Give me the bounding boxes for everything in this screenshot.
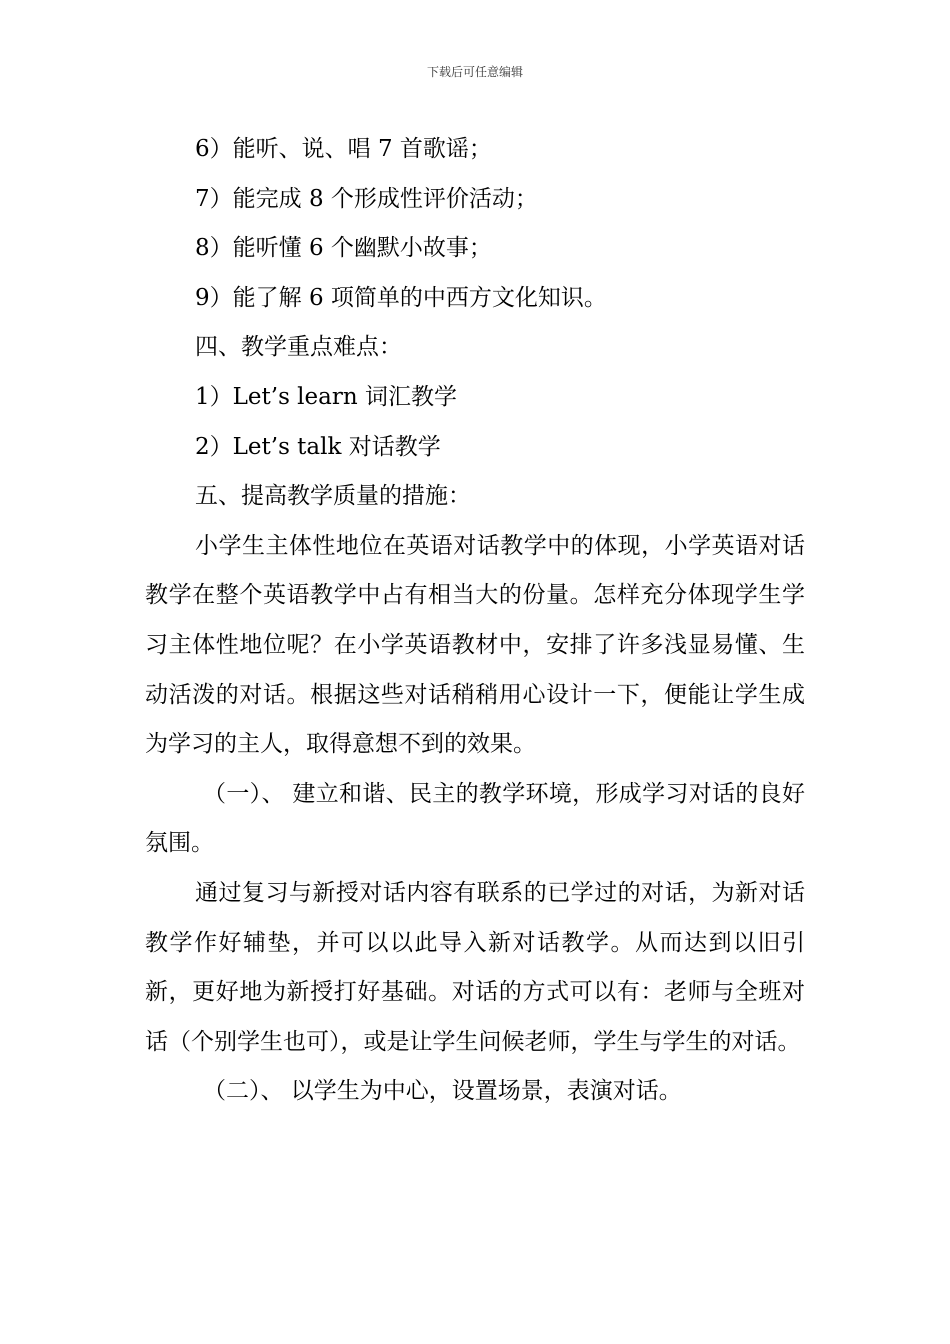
list-item-8: 8）能听懂 6 个幽默小故事； bbox=[195, 235, 492, 262]
section-heading-5: 五、提高教学质量的措施： bbox=[195, 483, 471, 510]
section-heading-4: 四、教学重点难点： bbox=[195, 334, 402, 361]
list-item-7: 7）能完成 8 个形成性评价活动； bbox=[195, 185, 538, 212]
document-body bbox=[145, 125, 805, 1117]
key-point-1: 1）Let’s learn 词汇教学 bbox=[195, 383, 457, 410]
subheading-2: （二）、 以学生为中心，设置场景，表演对话。 bbox=[203, 1078, 682, 1105]
subheading-1: （一）、 建立和谐、民主的教学环境，形成学习对话的良好氛围。 bbox=[145, 780, 805, 857]
paragraph-1: 小学生主体性地位在英语对话教学中的体现，小学英语对话教学在整个英语教学中占有相当大的份量。怎样充分体现学生学习主体性地位呢？在小学英语教材中，安排了许多浅显易懂、生动活泼的对话。根据这些对话稍稍用心设计一下，便能让学生成为学习的主人，取得意想不到的效果。 bbox=[145, 532, 805, 758]
paragraph-2: 通过复习与新授对话内容有联系的已学过的对话，为新对话教学作好辅垫，并可以以此导入新对话教学。从而达到以旧引新，更好地为新授打好基础。对话的方式可以有：老师与全班对话（个别学生也可），或是让学生问候老师，学生与学生的对话。 bbox=[145, 879, 805, 1055]
key-point-2: 2）Let’s talk 对话教学 bbox=[195, 433, 441, 460]
list-item-9: 9）能了解 6 项简单的中西方文化知识。 bbox=[195, 284, 607, 311]
page-header: 下载后可任意编辑 bbox=[426, 65, 523, 79]
list-item-6: 6）能听、说、唱 7 首歌谣； bbox=[195, 136, 492, 162]
